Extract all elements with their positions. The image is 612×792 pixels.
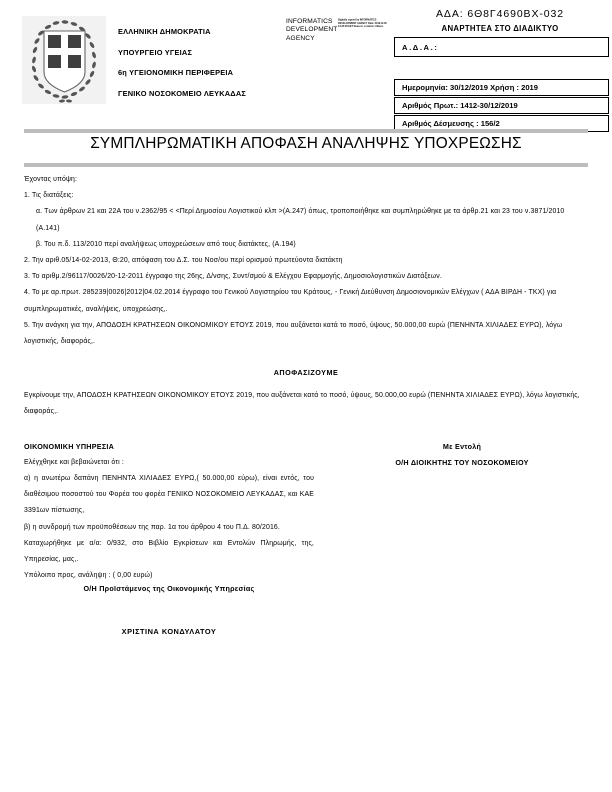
org-line-ministry-of-health: ΥΠΟΥΡΓΕΙΟ ΥΓΕΙΑΣ: [118, 47, 193, 57]
clause-5-text: 5. Την ανάγκη για την, ΑΠΟΔΟΣΗ ΚΡΑΤΗΣΕΩΝ ΟΙΚΟΝΟΜΙΚΟΥ ΕΤΟΥΣ 2019, που αυξάνεται κατά το ποσό, ύψους, 50.000,00 ευρώ (ΠΕΝΗΝΤΑ ΧΙΛΙΑΔΕΣ ΕΥΡΩ), λόγω λογιστικής, διαφοράς,.: [24, 321, 563, 346]
org-line-hospital: ΓΕΝΙΚΟ ΝΟΣΟΚΟΜΕΙΟ ΛΕΥΚΑΔΑΣ: [118, 88, 246, 98]
anartitea-label: ΑΝΑΡΤΗΤΕΑ ΣΤΟ ΔΙΑΔΙΚΤΥΟ: [441, 24, 559, 33]
spacer-after-decision-heading: [0, 377, 612, 388]
authority-role: Ο/Η ΔΙΟΙΚΗΤΗΣ ΤΟΥ ΝΟΣΟΚΟΜΕΙΟΥ: [395, 457, 529, 467]
page-title: ΣΥΜΠΛΗΡΩΜΑΤΙΚΗ ΑΠΟΦΑΣΗ ΑΝΑΛΗΨΗΣ ΥΠΟΧΡΕΩΣΗΣ: [90, 135, 522, 152]
org-line-hellenic-republic: ΕΛΛΗΝΙΚΗ ΔΗΜΟΚΡΑΤΙΑ: [118, 27, 211, 36]
spacer-before-decision: [0, 350, 612, 368]
financial-item-b: β) η συνδρομή των προϋποθέσεων της παρ. 1α του άρθρου 4 του Π.Δ. 80/2016.: [24, 523, 280, 531]
clause-1a-text: α. Των άρθρων 21 και 22Α του ν.2362/95 < <Περί Δημοσίου Λογιστικού κλπ >(Α.247) όπως, τροποποιήθηκε και συμπληρώθηκε με τα άρθρ.21 και 23 του ν.3871/2010 (Α.141): [36, 208, 565, 232]
clause-1-header: 1. Τις διατάξεις:: [24, 192, 74, 200]
financial-signer-role: Ο/Η Προϊστάμενος της Οικονομικής Υπηρεσίας: [83, 584, 255, 594]
authority-column: [330, 439, 594, 471]
date-field-box: Ημερομηνία: 30/12/2019 Χρήση : 2019: [394, 79, 609, 96]
document-header: [0, 0, 612, 128]
preamble-text: Έχοντας υπόψη:: [24, 176, 78, 183]
ada-number: ΑΔΑ: 6Θ8Γ4690ΒΧ-032: [436, 8, 564, 20]
decision-text: Εγκρίνουμε την, ΑΠΟΔΟΣΗ ΚΡΑΤΗΣΕΩΝ ΟΙΚΟΝΟΜΙΚΟΥ ΕΤΟΥΣ 2019, που αυξάνεται κατά το ποσό, ύψους, 50.000,00 ευρώ (ΠΕΝΗΝΤΑ ΧΙΛΙΑΔΕΣ ΕΥΡΩ), λόγω λογιστικής, διαφοράς,.: [24, 392, 580, 416]
financial-verified-line: Ελέγχθηκε και βεβαιώνεται ότι :: [24, 458, 124, 466]
clause-1b-text: β. Του π.δ. 113/2010 περί αναλήψεως υποχρεώσεων από τους διατάκτες, (Α.194): [36, 240, 296, 248]
ida-signature-details: Digitally signed by INFORMATICS DEVELOPMENT AGENCY Date: 2019.12.30 13:34:28 EET Reason: Location: Athens: [338, 18, 387, 29]
financial-registered-line: Καταχωρήθηκε με α/α: 0/932, στο Βιβλίο Εγκρίσεων και Εντολών Πληρωμής, της, Υπηρεσίας, μας,.: [24, 539, 314, 564]
clause-2-text: 2. Την αριθ.05/14-02-2013, Θ:20, απόφαση του Δ.Σ. του Νοσ/ου περί ορισμού πρωτεύοντα διατάκτη: [24, 257, 343, 265]
signature-columns: [0, 439, 612, 637]
clause-3-text: 3. Το αριθμ.2/96117/0026/20-12-2011 έγγραφο της 26ης, Δ/νσης, Συντ/σμού & Ελέγχου Εφαρμογής, Δημοσιολογιστικών Διατάξεων.: [24, 273, 442, 281]
document-body: [0, 172, 612, 637]
digital-signature-stamp: [286, 18, 394, 43]
org-line-health-region: 6η ΥΓΕΙΟΝΟΜΙΚΗ ΠΕΡΙΦΕΡΕΙΑ: [118, 68, 234, 77]
financial-item-a: α) η ανωτέρω δαπάνη ΠΕΝΗΝΤΑ ΧΙΛΙΑΔΕΣ ΕΥΡΩ,( 50.000,00 εύρω), είναι εντός, του διαθέσιμου ποσοστού του Φορέα του φορέα ΓΕΝΙΚΟ ΝΟΣΟΚΟΜΕΙΟ ΛΕΥΚΑΔΑΣ, και ΚΑΕ 3391ων πίστωσης,: [24, 475, 314, 515]
divider-bottom: [24, 163, 588, 167]
ada-field-box: Α.Δ.Α.:: [394, 37, 609, 57]
financial-balance-line: Υπόλοιπο προς, ανάληψη : ( 0,00 ευρώ): [24, 572, 153, 580]
protocol-number-box: Αριθμός Πρωτ.: 1412-30/12/2019: [394, 97, 609, 114]
greek-coat-of-arms-emblem: [22, 16, 106, 104]
financial-service-column: [24, 439, 314, 637]
spacer-before-columns: [0, 421, 612, 439]
organization-block: [118, 22, 288, 104]
financial-signer-name: ΧΡΙΣΤΙΝΑ ΚΟΝΔΥΛΑΤΟΥ: [121, 627, 217, 637]
authority-by-order: Με Εντολή: [442, 441, 482, 451]
decision-heading: ΑΠΟΦΑΣΙΖΟΥΜΕ: [273, 368, 339, 378]
clause-4-text: 4. Το με αρ.πρωτ. 285239|0026|2012|04.02.2014 έγγραφο του Γενικού Λογιστηρίου του Κράτους, - Γενική Διεύθυνση Δημοσιονομικών Ελέγχων ( ΑΔΑ ΒΙΡΔΗ - ΤΚΧ) για συμπληρωματικές, αναλήψεις, υποχρεώσης,.: [24, 289, 557, 313]
financial-service-heading: ΟΙΚΟΝΟΜΙΚΗ ΥΠΗΡΕΣΙΑ: [24, 441, 115, 451]
commitment-number-box: Αριθμός Δέσμευσης : 156/2: [394, 115, 609, 132]
divider-top: [24, 129, 588, 133]
signature-space: [24, 593, 314, 627]
ida-agency-label: INFORMATICS DEVELOPMENT AGENCY: [286, 18, 338, 42]
